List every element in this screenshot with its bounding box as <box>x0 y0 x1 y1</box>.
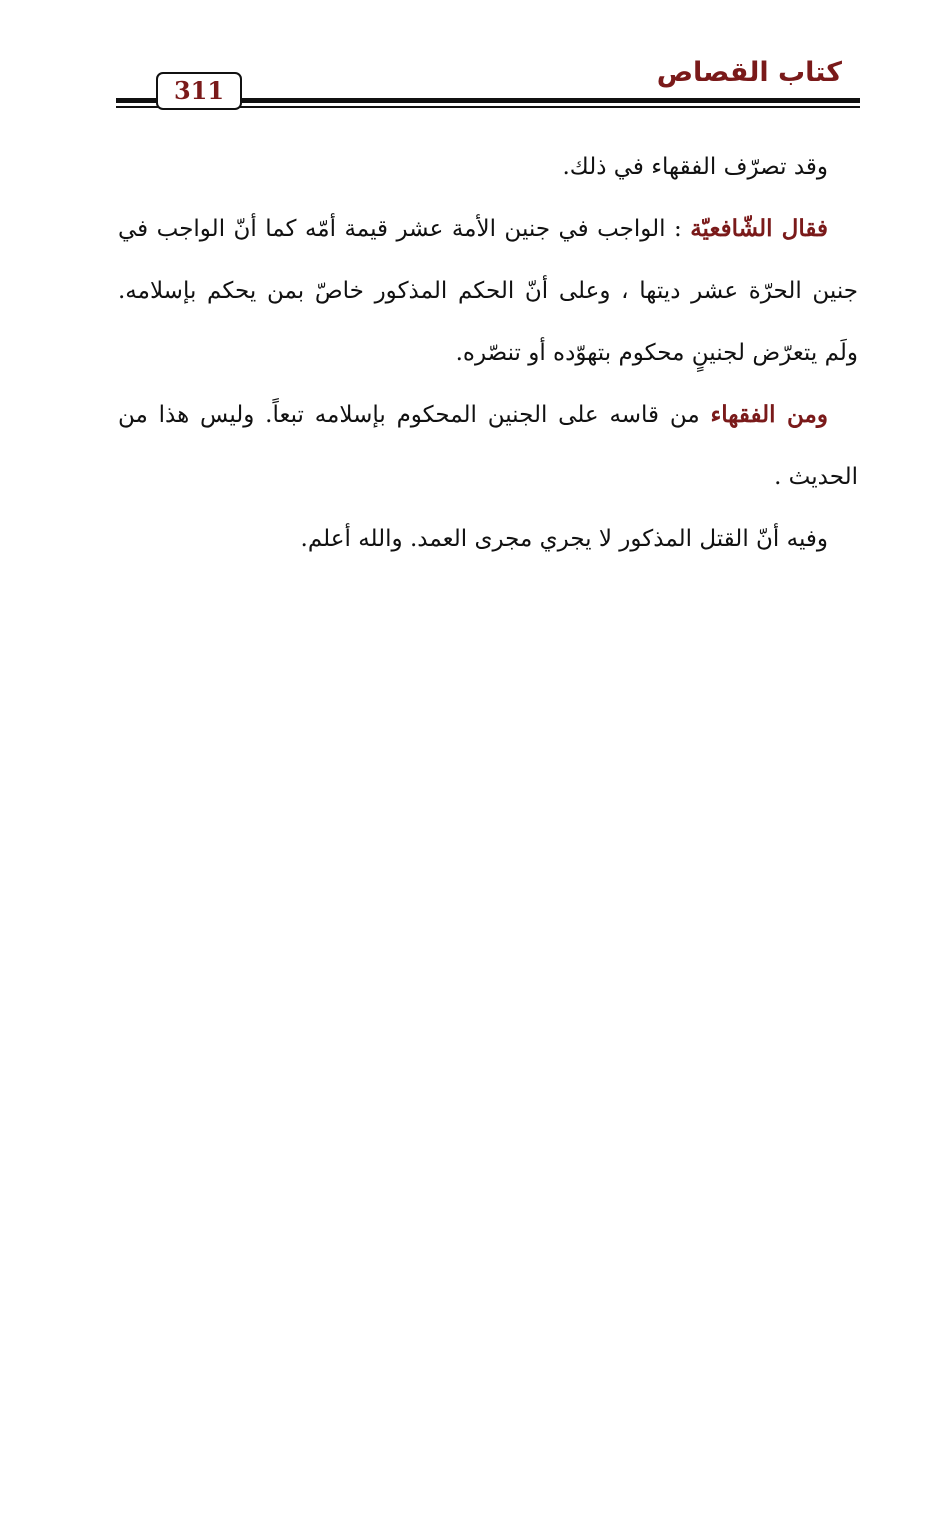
paragraph-text: من قاسه على الجنين المحكوم بإسلامه تبعاً. وليس هذا من الحديث . <box>118 402 858 490</box>
paragraph-1 <box>118 136 858 198</box>
paragraph-lead-shafiiyya: فقال الشّافعيّة <box>690 215 828 242</box>
paragraph-text: وقد تصرّف الفقهاء في ذلك. <box>562 154 828 180</box>
paragraph-4 <box>118 508 858 570</box>
paragraph-2 <box>118 198 858 384</box>
paragraph-text: : الواجب في جنين الأمة عشر قيمة أمّه كما أنّ الواجب في جنين الحرّة عشر ديتها ، وعلى أنّ الحكم المذكور خاصّ بمن يحكم بإسلامه. ولَم يتعرّض لجنينٍ محكوم بتهوّده أو تنصّره. <box>118 216 858 366</box>
page-number: 311 <box>156 72 242 110</box>
paragraph-3 <box>118 384 858 508</box>
page-body <box>118 136 858 570</box>
paragraph-lead-fuqaha: ومن الفقهاء <box>710 401 828 428</box>
book-title: كتاب القصاص <box>656 57 842 88</box>
page-header <box>116 56 860 116</box>
paragraph-text: وفيه أنّ القتل المذكور لا يجري مجرى العمد. والله أعلم. <box>300 526 828 552</box>
